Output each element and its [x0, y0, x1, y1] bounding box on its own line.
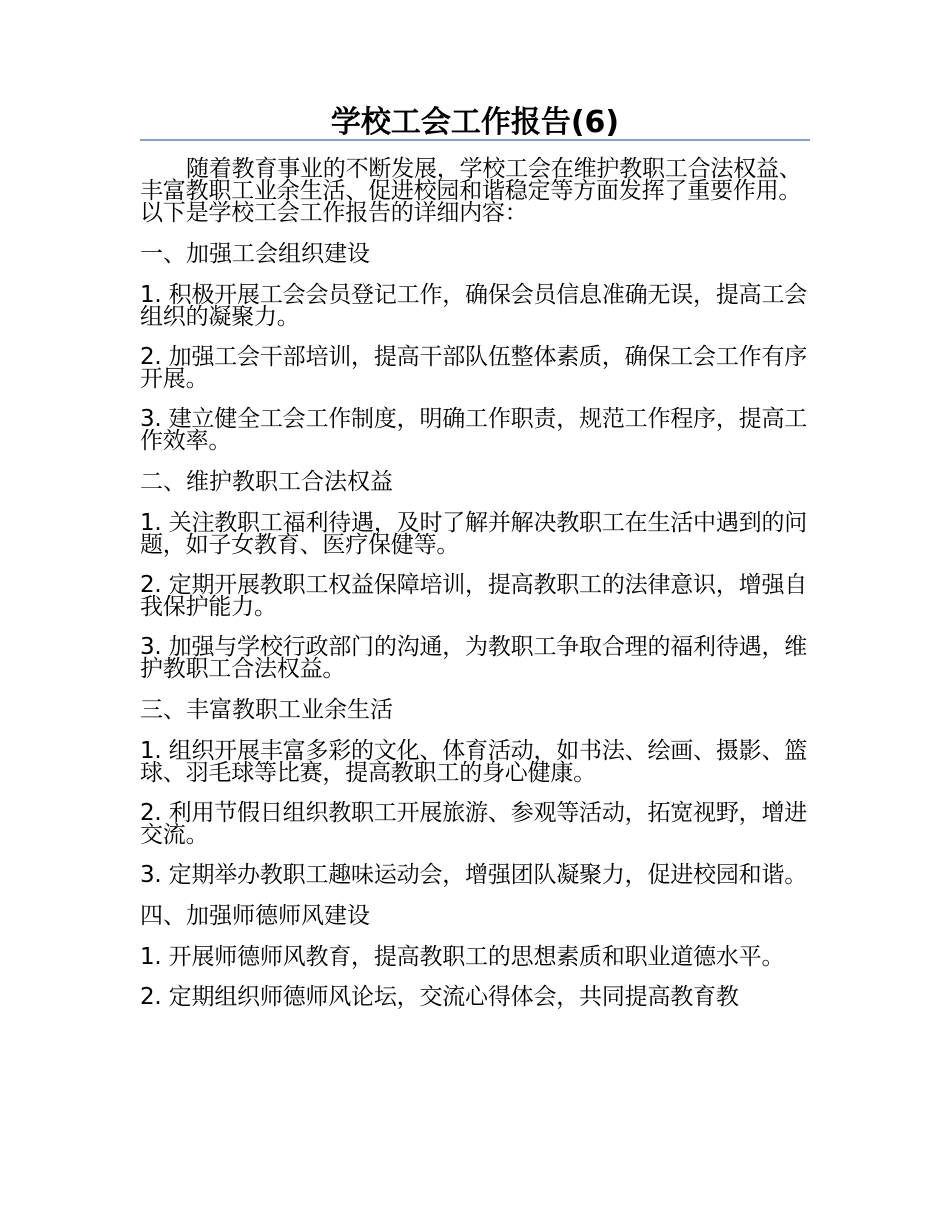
section-4 — [140, 904, 810, 1008]
section-heading: 三、丰富教职工业余生活 — [140, 697, 393, 723]
section-1 — [140, 242, 810, 452]
section-item: 2. 定期组织师德师风论坛，交流心得体会，共同提高教育教 — [140, 984, 739, 1010]
section-item: 2. 加强工会干部培训，提高干部队伍整体素质，确保工会工作有序开展。 — [140, 344, 808, 392]
section-2 — [140, 470, 810, 680]
section-heading: 四、加强师德师风建设 — [140, 903, 370, 929]
section-item: 2. 利用节假日组织教职工开展旅游、参观等活动，拓宽视野，增进交流。 — [140, 800, 808, 848]
section-item: 1. 开展师德师风教育，提高教职工的思想素质和职业道德水平。 — [140, 944, 785, 970]
section-heading: 二、维护教职工合法权益 — [140, 469, 393, 495]
section-item: 1. 组织开展丰富多彩的文化、体育活动，如书法、绘画、摄影、篮球、羽毛球等比赛，提高教职工的身心健康。 — [140, 738, 808, 786]
section-3 — [140, 698, 810, 886]
title-underline — [140, 139, 810, 141]
section-item: 3. 建立健全工会工作制度，明确工作职责，规范工作程序，提高工作效率。 — [140, 406, 808, 454]
section-item: 3. 定期举办教职工趣味运动会，增强团队凝聚力，促进校园和谐。 — [140, 862, 808, 888]
document-body — [140, 158, 810, 1026]
document-title: 学校工会工作报告(6) — [330, 105, 620, 140]
section-item: 2. 定期开展教职工权益保障培训，提高教职工的法律意识，增强自我保护能力。 — [140, 572, 808, 620]
section-item: 3. 加强与学校行政部门的沟通，为教职工争取合理的福利待遇，维护教职工合法权益。 — [140, 634, 808, 682]
intro-paragraph: 随着教育事业的不断发展，学校工会在维护教职工合法权益、丰富教职工业余生活、促进校园和谐稳定等方面发挥了重要作用。以下是学校工会工作报告的详细内容： — [140, 156, 802, 226]
section-heading: 一、加强工会组织建设 — [140, 241, 370, 267]
section-item: 1. 积极开展工会会员登记工作，确保会员信息准确无误，提高工会组织的凝聚力。 — [140, 282, 808, 330]
section-item: 1. 关注教职工福利待遇，及时了解并解决教职工在生活中遇到的问题，如子女教育、医疗保健等。 — [140, 510, 808, 558]
